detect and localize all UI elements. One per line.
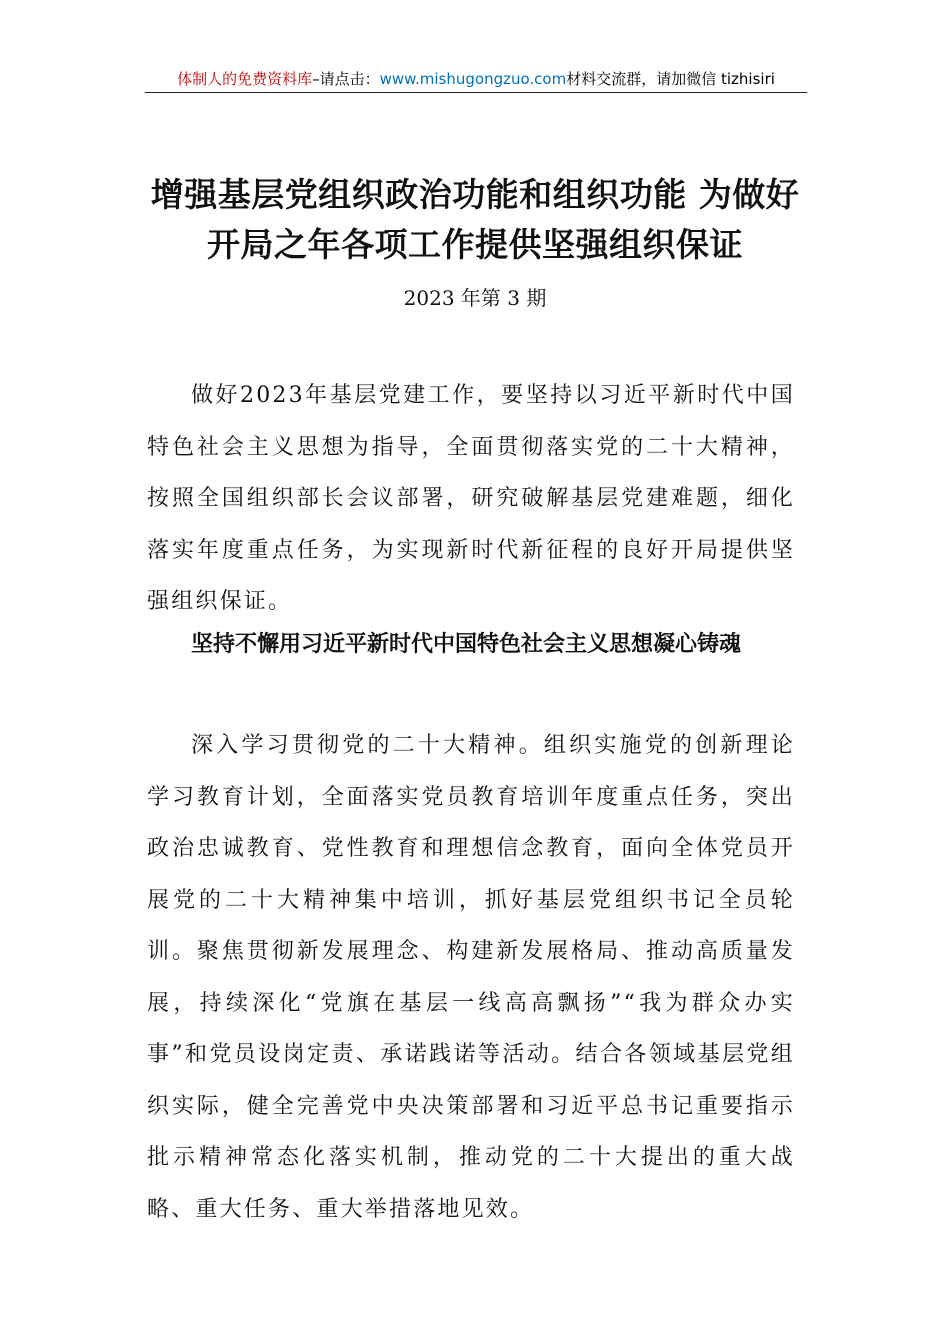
- section-heading: 坚持不懈用习近平新时代中国特色社会主义思想凝心铸魂: [191, 632, 742, 657]
- article-title: 增强基层党组织政治功能和组织功能 为做好开局之年各项工作提供坚强组织保证: [150, 175, 800, 264]
- site-name: 体制人的免费资料库: [177, 70, 313, 88]
- body-paragraph-2: 深入学习贯彻党的二十大精神。组织实施党的创新理论学习教育计划，全面落实党员教育培训年度重点任务，突出政治忠诚教育、党性教育和理想信念教育，面向全体党员开展党的二十大精神集中培训，抓好基层党组织书记全员轮训。聚焦贯彻新发展理念、构建新发展格局、推动高质量发展，持续深化“党旗在基层一线高高飘扬”“我为群众办实事”和党员设岗定责、承诺践诺等活动。结合各领域基层党组织实际，健全完善党中央决策部署和习近平总书记重要指示批示精神常态化落实机制，推动党的二十大提出的重大战略、重大任务、重大举措落地见效。: [147, 733, 795, 1222]
- page-header-banner: [145, 66, 807, 93]
- wechat-contact-note: 材料交流群，请加微信 tizhisiri: [566, 70, 775, 88]
- issue-number: 2023 年第 3 期: [403, 286, 547, 310]
- click-prompt: –请点击：: [312, 70, 380, 88]
- body-paragraph-1: 做好2023年基层党建工作，要坚持以习近平新时代中国特色社会主义思想为指导，全面贯彻落实党的二十大精神，按照全国组织部长会议部署，研究破解基层党建难题，细化落实年度重点任务，为实现新时代新征程的良好开局提供坚强组织保证。: [147, 383, 795, 614]
- website-link[interactable]: www.mishugongzuo.com: [379, 70, 567, 88]
